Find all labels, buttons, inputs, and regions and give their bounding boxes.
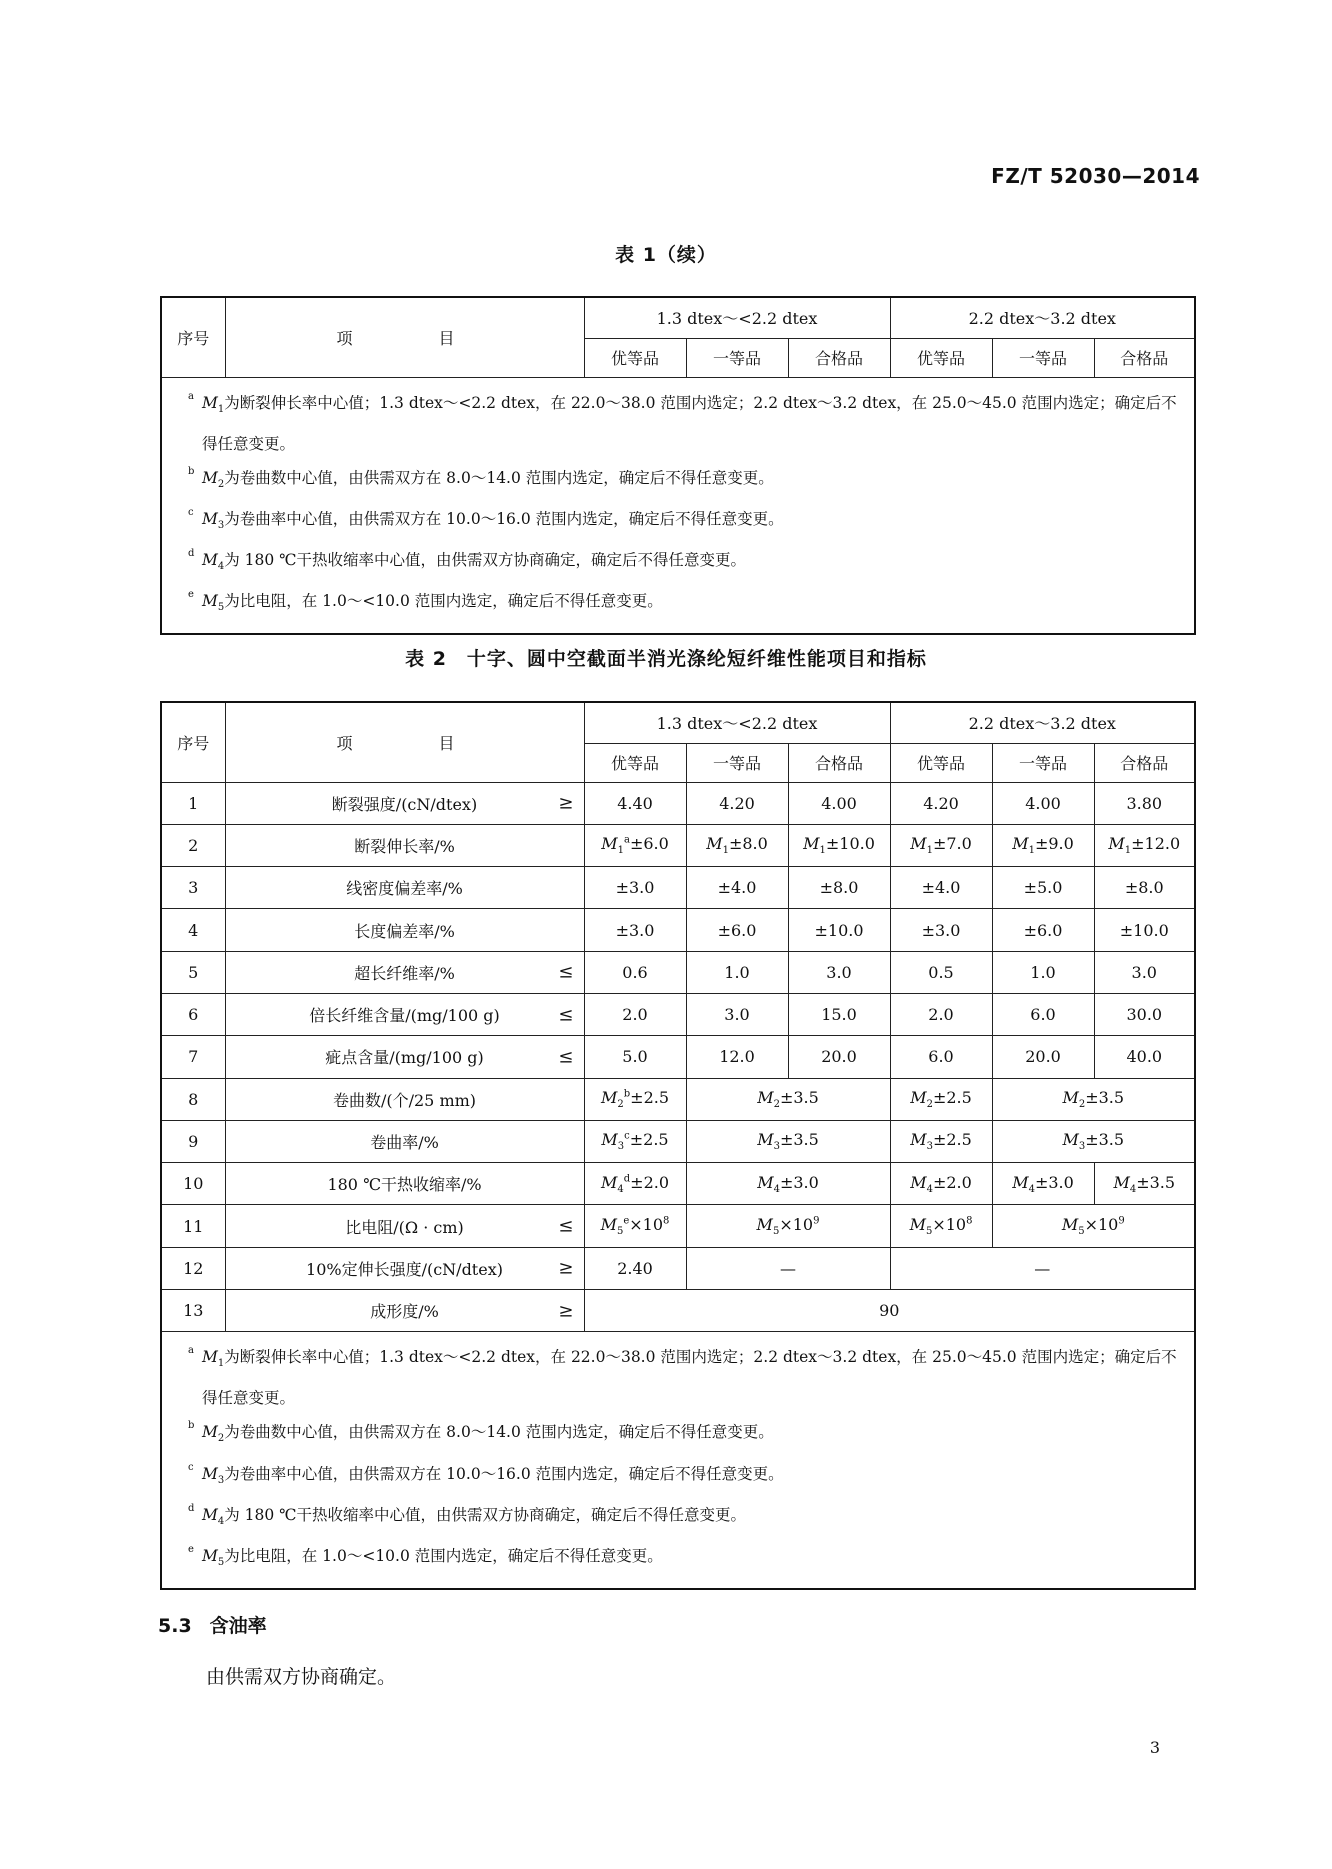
table2-caption: 表 2 十字、圆中空截面半消光涤纶短纤维性能项目和指标 bbox=[405, 648, 927, 670]
row-item: 线密度偏差率/% bbox=[225, 867, 584, 909]
cell: ±5.0 bbox=[992, 867, 1094, 909]
cell: ±6.0 bbox=[686, 909, 788, 951]
cell: 4.00 bbox=[788, 782, 890, 824]
row-item: 比电阻/(Ω · cm) ≤ bbox=[225, 1205, 584, 1247]
cell: $M_4\pm 3.0$ bbox=[992, 1163, 1094, 1205]
table2 bbox=[160, 701, 1196, 1590]
table-row bbox=[161, 909, 1195, 951]
row-no: 13 bbox=[161, 1290, 225, 1332]
row-no: 9 bbox=[161, 1120, 225, 1162]
page-number: 3 bbox=[1149, 1738, 1160, 1757]
cell: — bbox=[890, 1247, 1195, 1289]
row-item: 成形度/% ≥ bbox=[225, 1290, 584, 1332]
row-item: 断裂伸长率/% bbox=[225, 824, 584, 866]
table1-notes bbox=[161, 377, 1195, 634]
col-grade: 合格品 bbox=[1094, 743, 1195, 782]
cell: 90 bbox=[584, 1290, 1195, 1332]
cell: 6.0 bbox=[890, 1036, 992, 1078]
cell: ±3.0 bbox=[584, 909, 686, 951]
table-row bbox=[161, 1120, 1195, 1162]
cell: 6.0 bbox=[992, 993, 1094, 1035]
cell: 0.5 bbox=[890, 951, 992, 993]
footnote: c $M_3$为卷曲率中心值，由供需双方在 10.0～16.0 范围内选定，确定后不得任意变更。 bbox=[188, 506, 784, 531]
row-item: 卷曲率/% bbox=[225, 1120, 584, 1162]
cell: 4.20 bbox=[890, 782, 992, 824]
cell: ±3.0 bbox=[584, 867, 686, 909]
cell: ±4.0 bbox=[890, 867, 992, 909]
row-item: 超长纤维率/% ≤ bbox=[225, 951, 584, 993]
cell: ±8.0 bbox=[788, 867, 890, 909]
table-row bbox=[161, 824, 1195, 866]
cell: $M_4^d\pm 2.0$ bbox=[584, 1163, 686, 1205]
row-no: 3 bbox=[161, 867, 225, 909]
cell: 4.20 bbox=[686, 782, 788, 824]
cell: $M_5\times 10^9$ bbox=[686, 1205, 890, 1247]
row-no: 5 bbox=[161, 951, 225, 993]
cell: 2.0 bbox=[584, 993, 686, 1035]
row-item: 卷曲数/(个/25 mm) bbox=[225, 1078, 584, 1120]
row-no: 8 bbox=[161, 1078, 225, 1120]
cell: $M_1\pm 7.0$ bbox=[890, 824, 992, 866]
cell: $M_5^e\times 10^8$ bbox=[584, 1205, 686, 1247]
cell: 20.0 bbox=[992, 1036, 1094, 1078]
cell: $M_4\pm 3.5$ bbox=[1094, 1163, 1195, 1205]
cell: $M_3^c\pm 2.5$ bbox=[584, 1120, 686, 1162]
cell: $M_3\pm 3.5$ bbox=[686, 1120, 890, 1162]
col-grade: 一等品 bbox=[992, 338, 1094, 377]
cell: $M_5\times 10^9$ bbox=[992, 1205, 1195, 1247]
table-row bbox=[161, 1163, 1195, 1205]
cell: 5.0 bbox=[584, 1036, 686, 1078]
row-no: 6 bbox=[161, 993, 225, 1035]
table2-notes bbox=[161, 1332, 1195, 1589]
col-grade: 合格品 bbox=[1094, 338, 1195, 377]
col-grade: 合格品 bbox=[788, 338, 890, 377]
section-number: 5.3 bbox=[158, 1615, 192, 1637]
col-seq: 序号 bbox=[161, 297, 225, 377]
col-grade: 优等品 bbox=[890, 743, 992, 782]
col-grade: 合格品 bbox=[788, 743, 890, 782]
cell: 4.40 bbox=[584, 782, 686, 824]
table-row bbox=[161, 951, 1195, 993]
table-row bbox=[161, 867, 1195, 909]
row-no: 7 bbox=[161, 1036, 225, 1078]
row-no: 1 bbox=[161, 782, 225, 824]
col-group-2: 2.2 dtex～3.2 dtex bbox=[890, 297, 1195, 338]
row-item: 断裂强度/(cN/dtex) ≥ bbox=[225, 782, 584, 824]
cell: ±6.0 bbox=[992, 909, 1094, 951]
cell: $M_4\pm 2.0$ bbox=[890, 1163, 992, 1205]
cell: ±3.0 bbox=[890, 909, 992, 951]
col-group-1: 1.3 dtex～<2.2 dtex bbox=[584, 702, 890, 743]
footnote: e $M_5$为比电阻，在 1.0～<10.0 范围内选定，确定后不得任意变更。 bbox=[188, 1543, 663, 1568]
cell: 3.0 bbox=[686, 993, 788, 1035]
col-item: 项 目 bbox=[225, 297, 584, 377]
cell: 4.00 bbox=[992, 782, 1094, 824]
footnote: c $M_3$为卷曲率中心值，由供需双方在 10.0～16.0 范围内选定，确定后不得任意变更。 bbox=[188, 1461, 784, 1486]
cell: $M_2^b\pm 2.5$ bbox=[584, 1078, 686, 1120]
table-row bbox=[161, 1205, 1195, 1247]
col-group-1: 1.3 dtex～<2.2 dtex bbox=[584, 297, 890, 338]
footnote: a $M_1$为断裂伸长率中心值；1.3 dtex～<2.2 dtex，在 22.0～38.0 范围内选定；2.2 dtex～3.2 dtex，在 25.0～45.0 范围内选定；确定后不得任意变更。 bbox=[188, 390, 1177, 453]
section-body: 由供需双方协商确定。 bbox=[206, 1666, 397, 1688]
row-item: 疵点含量/(mg/100 g) ≤ bbox=[225, 1036, 584, 1078]
footnote: d $M_4$为 180 ℃干热收缩率中心值，由供需双方协商确定，确定后不得任意变更。 bbox=[188, 1502, 747, 1527]
row-no: 11 bbox=[161, 1205, 225, 1247]
cell: ±10.0 bbox=[1094, 909, 1195, 951]
row-item: 倍长纤维含量/(mg/100 g) ≤ bbox=[225, 993, 584, 1035]
cell: — bbox=[686, 1247, 890, 1289]
table-row bbox=[161, 1247, 1195, 1289]
row-no: 2 bbox=[161, 824, 225, 866]
col-grade: 一等品 bbox=[686, 743, 788, 782]
cell: $M_5\times 10^8$ bbox=[890, 1205, 992, 1247]
cell: 2.40 bbox=[584, 1247, 686, 1289]
cell: $M_2\pm 2.5$ bbox=[890, 1078, 992, 1120]
cell: 3.0 bbox=[1094, 951, 1195, 993]
cell: 0.6 bbox=[584, 951, 686, 993]
cell: $M_1\pm 10.0$ bbox=[788, 824, 890, 866]
table-row bbox=[161, 782, 1195, 824]
cell: 1.0 bbox=[686, 951, 788, 993]
footnote: a $M_1$为断裂伸长率中心值；1.3 dtex～<2.2 dtex，在 22.0～38.0 范围内选定；2.2 dtex～3.2 dtex，在 25.0～45.0 范围内选定；确定后不得任意变更。 bbox=[188, 1345, 1177, 1408]
cell: 12.0 bbox=[686, 1036, 788, 1078]
footnote: b $M_2$为卷曲数中心值，由供需双方在 8.0～14.0 范围内选定，确定后不得任意变更。 bbox=[188, 465, 774, 490]
row-item: 长度偏差率/% bbox=[225, 909, 584, 951]
cell: 3.0 bbox=[788, 951, 890, 993]
col-item: 项 目 bbox=[225, 702, 584, 782]
standard-code: FZ/T 52030—2014 bbox=[991, 164, 1200, 188]
col-grade: 一等品 bbox=[686, 338, 788, 377]
cell: $M_1\pm 12.0$ bbox=[1094, 824, 1195, 866]
row-item: 180 ℃干热收缩率/% bbox=[225, 1163, 584, 1205]
cell: 40.0 bbox=[1094, 1036, 1195, 1078]
cell: $M_2\pm 3.5$ bbox=[992, 1078, 1195, 1120]
cell: ±10.0 bbox=[788, 909, 890, 951]
col-grade: 一等品 bbox=[992, 743, 1094, 782]
row-no: 4 bbox=[161, 909, 225, 951]
col-grade: 优等品 bbox=[584, 338, 686, 377]
col-grade: 优等品 bbox=[584, 743, 686, 782]
row-no: 10 bbox=[161, 1163, 225, 1205]
col-group-2: 2.2 dtex～3.2 dtex bbox=[890, 702, 1195, 743]
section-title: 含油率 bbox=[209, 1615, 267, 1637]
table1-caption: 表 1（续） bbox=[615, 244, 717, 266]
footnote: d $M_4$为 180 ℃干热收缩率中心值，由供需双方协商确定，确定后不得任意变更。 bbox=[188, 547, 747, 572]
col-seq: 序号 bbox=[161, 702, 225, 782]
footnote: b $M_2$为卷曲数中心值，由供需双方在 8.0～14.0 范围内选定，确定后不得任意变更。 bbox=[188, 1420, 774, 1445]
table1 bbox=[160, 296, 1196, 635]
cell: $M_3\pm 3.5$ bbox=[992, 1120, 1195, 1162]
cell: 1.0 bbox=[992, 951, 1094, 993]
cell: ±8.0 bbox=[1094, 867, 1195, 909]
cell: $M_1^a\pm 6.0$ bbox=[584, 824, 686, 866]
cell: 30.0 bbox=[1094, 993, 1195, 1035]
cell: 2.0 bbox=[890, 993, 992, 1035]
table-row bbox=[161, 1036, 1195, 1078]
table-row bbox=[161, 1078, 1195, 1120]
table-row bbox=[161, 993, 1195, 1035]
cell: $M_4\pm 3.0$ bbox=[686, 1163, 890, 1205]
cell: $M_1\pm 8.0$ bbox=[686, 824, 788, 866]
cell: ±4.0 bbox=[686, 867, 788, 909]
row-no: 12 bbox=[161, 1247, 225, 1289]
cell: 20.0 bbox=[788, 1036, 890, 1078]
footnote: e $M_5$为比电阻，在 1.0～<10.0 范围内选定，确定后不得任意变更。 bbox=[188, 588, 663, 613]
cell: 15.0 bbox=[788, 993, 890, 1035]
section-heading bbox=[158, 1611, 267, 1638]
cell: $M_3\pm 2.5$ bbox=[890, 1120, 992, 1162]
row-item: 10%定伸长强度/(cN/dtex) ≥ bbox=[225, 1247, 584, 1289]
cell: 3.80 bbox=[1094, 782, 1195, 824]
col-grade: 优等品 bbox=[890, 338, 992, 377]
cell: $M_2\pm 3.5$ bbox=[686, 1078, 890, 1120]
table-row bbox=[161, 1290, 1195, 1332]
cell: $M_1\pm 9.0$ bbox=[992, 824, 1094, 866]
